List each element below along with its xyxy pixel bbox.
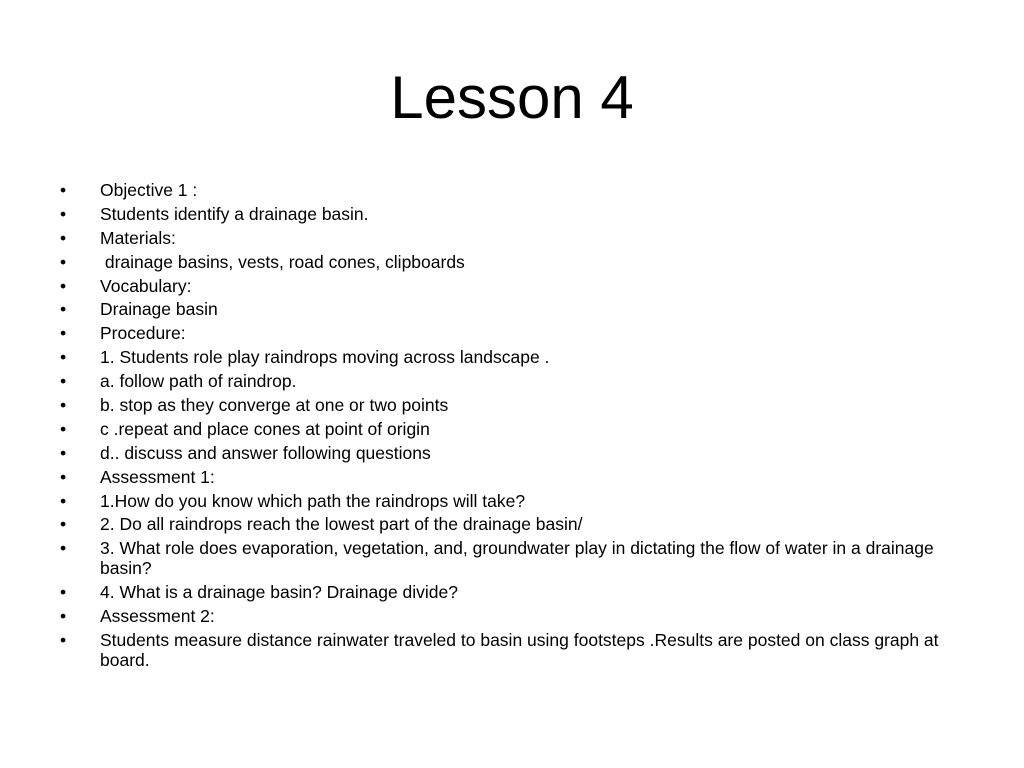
bullet-item-procedure-step-d <box>60 443 970 463</box>
bullet-text: c .repeat and place cones at point of origin <box>100 418 430 439</box>
slide-title: Lesson 4 <box>390 64 634 131</box>
bullet-marker: • <box>60 347 67 368</box>
bullet-text: Objective 1 : <box>100 180 198 200</box>
bullet-text: a. follow path of raindrop. <box>100 371 297 392</box>
bullet-text: Assessment 2: <box>100 606 215 627</box>
bullet-item-question-3 <box>60 538 970 578</box>
bullet-item-vocabulary-heading <box>60 276 970 296</box>
bullet-marker: • <box>60 514 67 535</box>
bullet-item-question-2 <box>60 514 970 534</box>
bullet-text: 3. What role does evaporation, vegetation, and, groundwater play in dictating the flow of water in a drainage basin? <box>100 538 939 579</box>
bullet-marker: • <box>60 442 67 463</box>
bullet-item-question-4 <box>60 582 970 602</box>
bullet-item-materials-heading <box>60 228 970 248</box>
bullet-list <box>60 180 970 674</box>
bullet-text: Drainage basin <box>100 299 218 320</box>
bullet-item-question-1 <box>60 491 970 511</box>
bullet-item-assessment-2-heading <box>60 606 970 626</box>
bullet-item-objective-1 <box>60 180 970 200</box>
bullet-marker: • <box>60 538 67 559</box>
bullet-item-assessment-1-heading <box>60 467 970 487</box>
bullet-text: Procedure: <box>100 323 186 344</box>
bullet-text: drainage basins, vests, road cones, clipboards <box>100 251 465 272</box>
bullet-text: Materials: <box>100 227 176 248</box>
bullet-item-procedure-step-b <box>60 395 970 415</box>
bullet-text: d.. discuss and answer following questions <box>100 442 431 463</box>
bullet-text: Vocabulary: <box>100 275 192 296</box>
bullet-item-materials-list <box>60 252 970 272</box>
bullet-text: Students identify a drainage basin. <box>100 203 369 224</box>
bullet-marker: • <box>60 227 67 248</box>
bullet-marker: • <box>60 203 67 224</box>
bullet-item-vocabulary-term <box>60 299 970 319</box>
bullet-marker: • <box>60 275 67 296</box>
bullet-item-goal <box>60 204 970 224</box>
bullet-marker: • <box>60 466 67 487</box>
bullet-text: 2. Do all raindrops reach the lowest part of the drainage basin/ <box>100 514 583 535</box>
bullet-marker: • <box>60 395 67 416</box>
bullet-marker: • <box>60 630 67 651</box>
bullet-marker: • <box>60 299 67 320</box>
bullet-text: 1.How do you know which path the raindrops will take? <box>100 490 526 511</box>
bullet-marker: • <box>60 418 67 439</box>
bullet-text: 4. What is a drainage basin? Drainage divide? <box>100 582 458 603</box>
bullet-item-procedure-step-c <box>60 419 970 439</box>
bullet-text: 1. Students role play raindrops moving across landscape . <box>100 347 550 368</box>
bullet-item-assessment-2-task <box>60 630 970 670</box>
bullet-text: Assessment 1: <box>100 466 215 487</box>
bullet-item-procedure-heading <box>60 323 970 343</box>
bullet-text: Students measure distance rainwater traveled to basin using footsteps .Results are posted on class graph at board. <box>100 630 944 671</box>
bullet-item-procedure-step-a <box>60 371 970 391</box>
bullet-marker: • <box>60 251 67 272</box>
bullet-item-procedure-step-1 <box>60 347 970 367</box>
bullet-marker: • <box>60 323 67 344</box>
bullet-text: b. stop as they converge at one or two points <box>100 395 449 416</box>
bullet-marker: • <box>60 606 67 627</box>
bullet-marker: • <box>60 371 67 392</box>
bullet-marker: • <box>60 180 67 200</box>
bullet-marker: • <box>60 582 67 603</box>
bullet-marker: • <box>60 490 67 511</box>
